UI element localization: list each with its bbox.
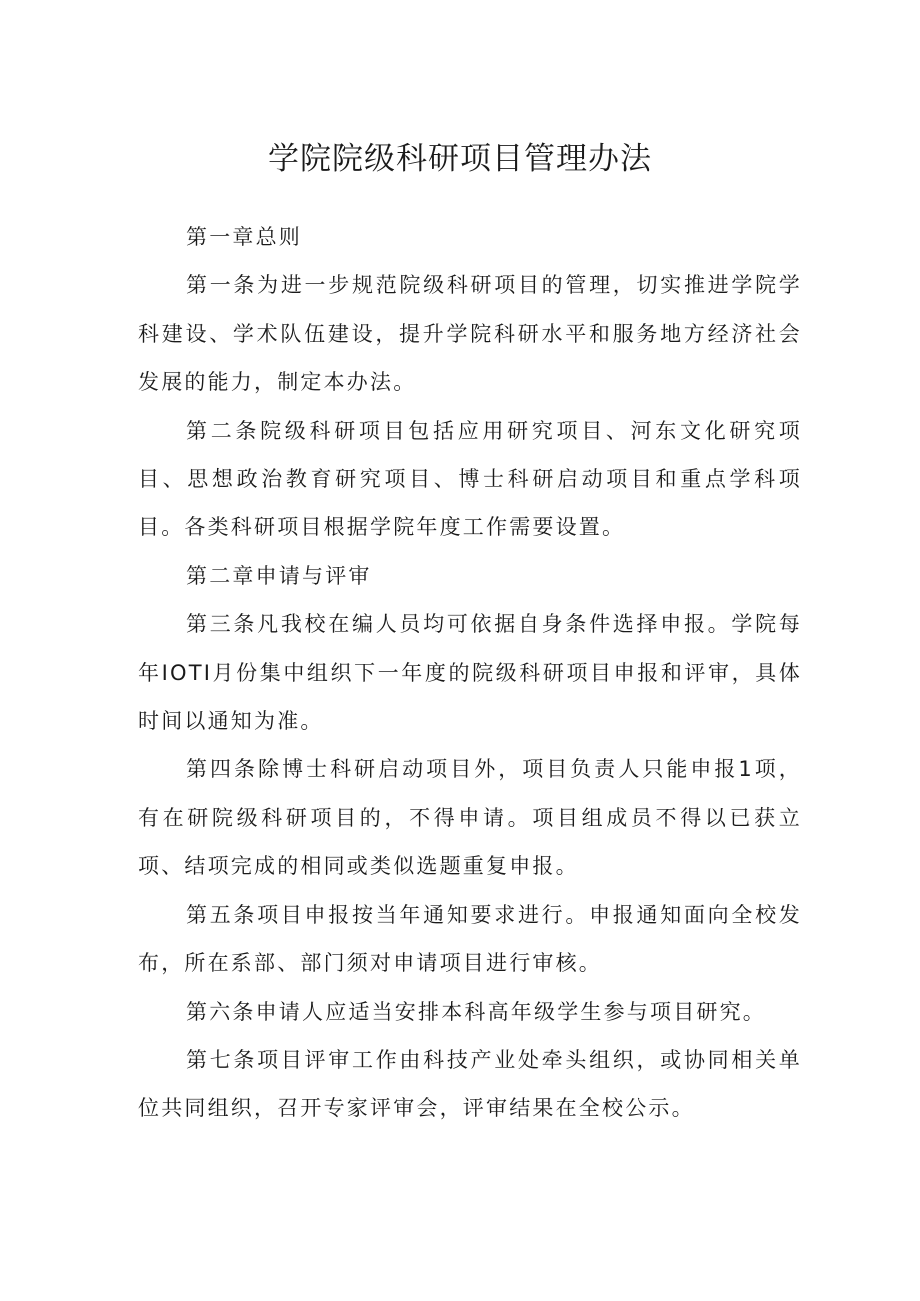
document-title: 学院院级科研项目管理办法: [268, 141, 652, 177]
article-paragraph: 第三条凡我校在编人员均可依据自身条件选择申报。学院每年IOTI月份集中组织下一年度的院级科研项目申报和评审，具体时间以通知为准。: [138, 612, 802, 734]
document-body: [138, 213, 802, 1133]
article-paragraph: 第一条为进一步规范院级科研项目的管理，切实推进学院学科建设、学术队伍建设，提升学院科研水平和服务地方经济社会发展的能力，制定本办法。: [138, 273, 802, 395]
article-paragraph: 第六条申请人应适当安排本科高年级学生参与项目研究。: [186, 999, 766, 1024]
article-paragraph: 第七条项目评审工作由科技产业处牵头组织，或协同相关单位共同组织，召开专家评审会，评审结果在全校公示。: [138, 1047, 802, 1121]
chapter-heading: 第一章总则: [186, 225, 302, 249]
article-paragraph: 第五条项目申报按当年通知要求进行。申报通知面向全校发布，所在系部、部门须对申请项目进行审核。: [138, 902, 802, 976]
article-paragraph: 第四条除博士科研启动项目外，项目负责人只能申报1项，有在研院级科研项目的，不得申请。项目组成员不得以已获立项、结项完成的相同或类似选题重复申报。: [138, 757, 802, 879]
article-paragraph: 第二条院级科研项目包括应用研究项目、河东文化研究项目、思想政治教育研究项目、博士科研启动项目和重点学科项目。各类科研项目根据学院年度工作需要设置。: [138, 418, 802, 540]
chapter-heading: 第二章申请与评审: [186, 563, 372, 588]
